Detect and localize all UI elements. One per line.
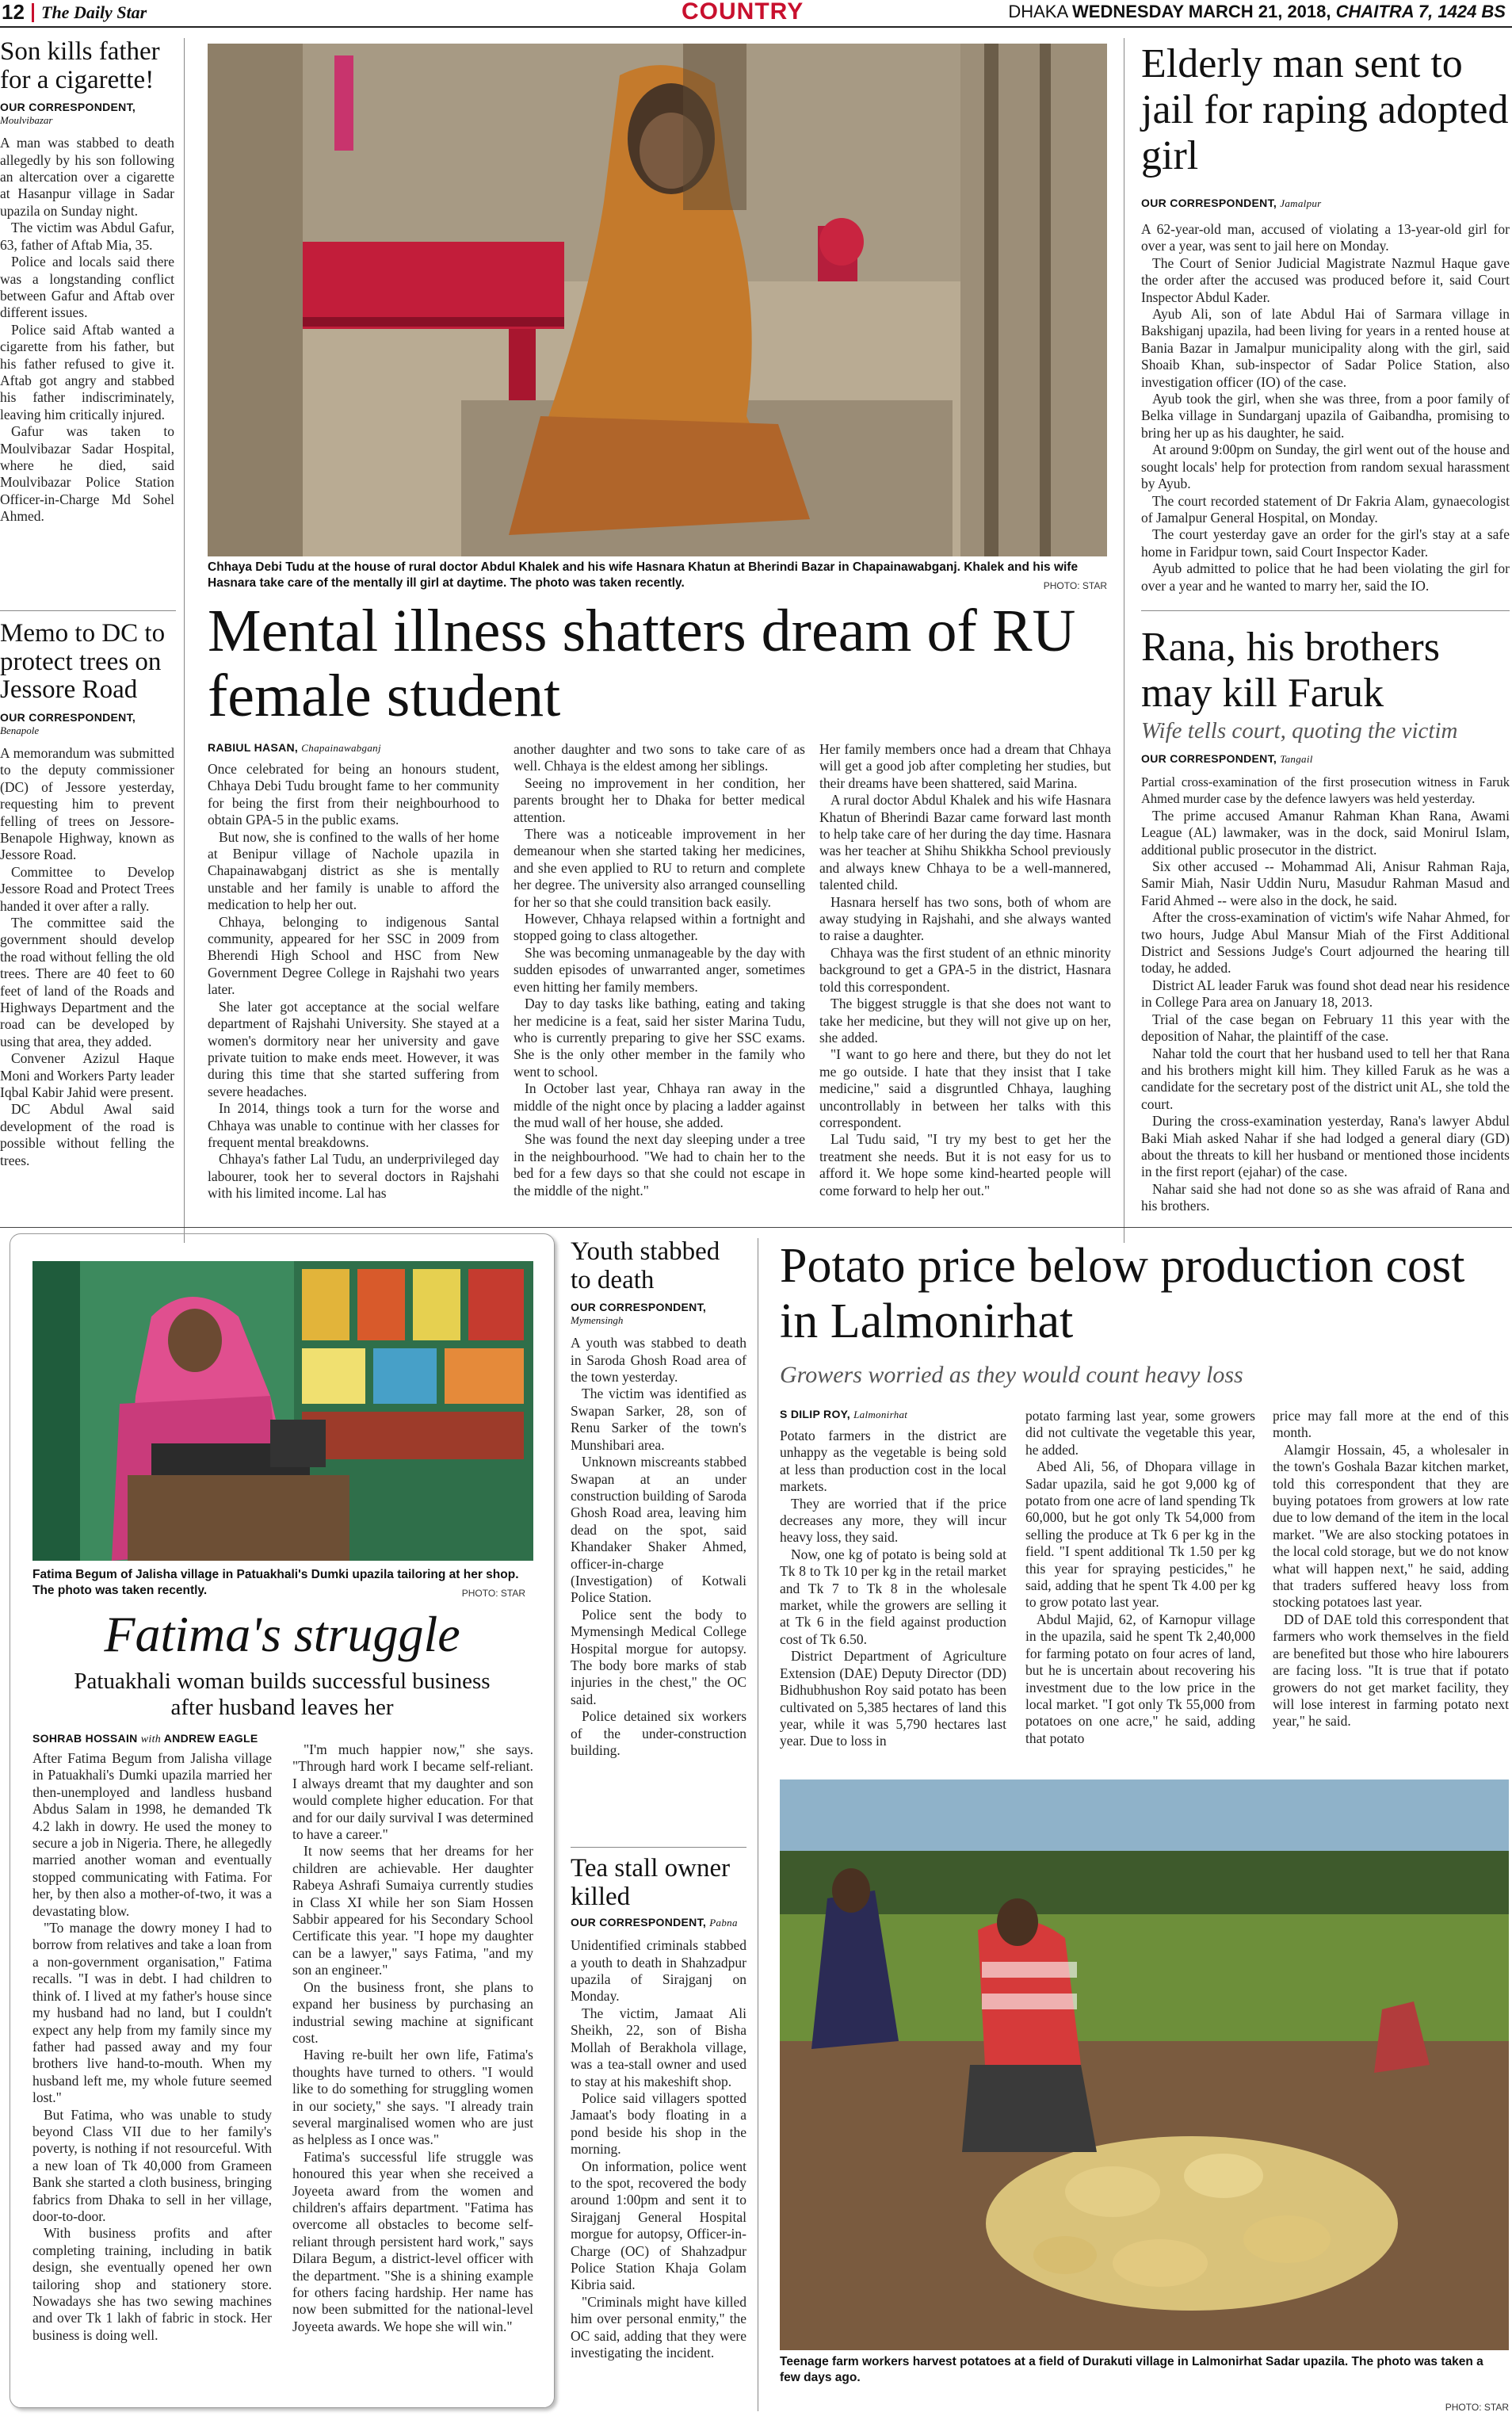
byline-name: SOHRAB HOSSAIN [32, 1732, 138, 1745]
byline-name: OUR CORRESPONDENT, [571, 1916, 707, 1929]
byline-location: Pabna [709, 1917, 738, 1929]
paragraph: A man was stabbed to death allegedly by his son following an altercation over a cigarette at Hasanpur village in Sadar upazila on Sunday night. [0, 135, 174, 219]
byline [780, 1408, 1006, 1421]
paragraph: A 62-year-old man, accused of violating a 13-year-old girl for over a year, was sent to jail here on Monday. [1141, 221, 1510, 254]
paragraph: Committee to Develop Jessore Road and Protect Trees handed it over after a rally. [0, 863, 174, 914]
paragraph: Trial of the case began on February 11 this year with the deposition of Nahar, the plaintiff of the case. [1141, 1011, 1510, 1045]
byline-name: S DILIP ROY, [780, 1408, 850, 1420]
dateline-city: DHAKA [1008, 2, 1067, 21]
article-potato-col3 [1273, 1408, 1509, 1730]
article-body [780, 1428, 1006, 1750]
paragraph: Unidentified criminals stabbed a youth to death in Shahzadpur upazila of Sirajganj on Monday. [571, 1937, 746, 2005]
article-potato-col2 [1025, 1408, 1255, 1747]
paragraph: Ayub Ali, son of late Abdul Hai of Sarmara village in Bakshiganj upazila, had been living for years in a rented house at Bania Bazar in Jamalpur municipality along with the girl, said Shoaib Khan, sub-inspector of Sadar Police Station, also investigation officer (IO) of the case. [1141, 306, 1510, 390]
paragraph: The victim was identified as Swapan Sarker, 28, son of Renu Sarker of the town's Munshibari area. [571, 1386, 746, 1453]
paragraph: Unknown miscreants stabbed Swapan at an under construction building of Saroda Ghosh Road area, leaving him dead on the spot, said Khandaker Shaker Ahmed, officer-in-charge (Investigation) of Kotwali Police Station. [571, 1454, 746, 1606]
article-body [0, 135, 174, 525]
paragraph: Once celebrated for being an honours student, Chhaya Debi Tudu brought fame to her community for being the first from their neighbourhood to obtain GPA-5 in the public exams. [208, 761, 499, 828]
byline [32, 1732, 258, 1746]
paragraph: Police detained six workers of the under-construction building. [571, 1708, 746, 1758]
paragraph: Police said Aftab wanted a cigarette from his father, but his father refused to give it. Aftab got angry and stabbed his father indiscriminately, leaving him critically injured. [0, 321, 174, 422]
page-number: 12 [2, 0, 25, 24]
byline: OUR CORRESPONDENT, [0, 710, 136, 724]
byline-with: with [140, 1734, 162, 1745]
section-title: COUNTRY [682, 0, 804, 25]
paragraph: But now, she is confined to the walls of her home at Benipur village of Nachole upazila in Chapainawabganj district as she is mentally unstable and her family is unable to afford the medication to help her out. [208, 828, 499, 913]
article-youth-stabbed [571, 1238, 746, 1759]
headline: Rana, his brothers may kill Faruk [1141, 625, 1440, 716]
byline: OUR CORRESPONDENT, [0, 101, 136, 114]
paragraph: On the business front, she plans to expand her business by purchasing an industrial sewing machine at significant cost. [292, 1978, 533, 2046]
paragraph: price may fall more at the end of this month. [1273, 1408, 1509, 1441]
paragraph: Chhaya, belonging to indigenous Santal community, appeared for her SSC in 2009 from Bherendi High School and HSC from New Government Degree College in Rajshahi two years later. [208, 913, 499, 998]
headline: Tea stall owner killed [571, 1854, 731, 1911]
paragraph: The victim was Abdul Gafur, 63, father of Aftab Mia, 35. [0, 220, 174, 253]
paragraph: In October last year, Chhaya ran away in the middle of the night once by placing a ladder against the mud wall of her house, she added. [514, 1080, 805, 1130]
article-mental-illness-col2 [514, 741, 805, 1199]
paragraph: She was becoming unmanageable by the day with sudden episodes of unwarranted anger, sometimes even hitting her family members. [514, 944, 805, 995]
byline-name: OUR CORRESPONDENT, [1141, 197, 1277, 209]
paragraph: DC Abdul Awal said development of the road is possible without felling the trees. [0, 1101, 174, 1168]
paragraph: There was a noticeable improvement in her demeanour when she started taking her medicines, and she even applied to RU to return and complete her degree. The university also arranged counselling for her so that she could transition back easily. [514, 826, 805, 910]
paragraph: The biggest struggle is that she does not want to take her medicine, but they will not give up on her, she added. [819, 996, 1111, 1046]
article-body-col1 [32, 1750, 272, 2344]
byline-name: OUR CORRESPONDENT, [1141, 752, 1277, 765]
paragraph: another daughter and two sons to take care of as well. Chhaya is the eldest among her siblings. [514, 741, 805, 774]
byline-name: RABIUL HASAN, [208, 741, 299, 754]
headline: Mental illness shatters dream of RU female student [208, 598, 1076, 729]
article-mental-illness-col3 [819, 741, 1111, 1199]
paragraph: The prime accused Amanur Rahman Khan Rana, Awami League (AL) lawmaker, was in the dock, said Monirul Islam, additional public prosecutor in the district. [1141, 807, 1510, 858]
paragraph: Chhaya was the first student of an ethnic minority background to get a GPA-5 in the district, Hasnara told this correspondent. [819, 944, 1111, 995]
paragraph: Her family members once had a dream that Chhaya will get a good job after completing her studies, but their dreams have been shattered, said Marina. [819, 741, 1111, 791]
paragraph: After Fatima Begum from Jalisha village in Patuakhali's Dumki upazila married her then-unemployed and landless husband Abdus Salam in 1998, he demanded Tk 4.2 lakh in dowry. He used the money to secure a job in Nigeria. There, he allegedly married another woman and eventually stopped communicating with Fatima. For her, by then also a mother-of-two, it was a devastating blow. [32, 1750, 272, 1919]
divider [0, 610, 176, 611]
paragraph: Police said villagers spotted Jamaat's body floating in a pond beside his shop in the morning. [571, 2089, 746, 2158]
paragraph: Potato farmers in the district are unhappy as the vegetable is being sold at less than production cost in the local markets. [780, 1428, 1006, 1495]
paragraph: "I want to go here and there, but they do not let me go outside. I hate that they insist that I take medicine," said a disgruntled Chhaya, laughing uncontrollably in between her talks with this correspondent. [819, 1046, 1111, 1130]
article-mental-illness-col1 [208, 741, 499, 1202]
paragraph: In 2014, things took a turn for the worse and Chhaya was unable to continue with her classes for frequent mental breakdowns. [208, 1100, 499, 1150]
paragraph: Police and locals said there was a longstanding conflict between Gafur and Aftab over different issues. [0, 254, 174, 321]
byline [1141, 197, 1510, 210]
byline: OUR CORRESPONDENT, [571, 1301, 707, 1314]
byline-location: Jamalpur [1280, 197, 1322, 209]
article-fatima [10, 1233, 555, 2408]
paragraph: She was found the next day sleeping under a tree in the neighbourhood. "We had to chain her to the bed for a few days so that she could not escape in the middle of the night." [514, 1131, 805, 1198]
dateline [1008, 2, 1506, 22]
headline: Memo to DC to protect trees on Jessore Road [0, 619, 166, 705]
article-body [208, 761, 499, 1202]
paragraph: It now seems that her dreams for her children are achievable. Her daughter Rabeya Ashrafi Sumaiya currently studies in Class XI while her son Siam Hossen Sabbir appeared for his Secondary School Certificate this year. "I hope my daughter can be a lawyer," says Fatima, "and my son an engineer." [292, 1843, 533, 1978]
masthead [0, 0, 1512, 27]
byline [208, 741, 499, 755]
article-body [1141, 221, 1510, 594]
paragraph: "To manage the dowry money I had to borrow from relatives and take a loan from a non-government organisation," Fatima recalls. "I was in debt. I had children to think of. I lived at my father's house since my husband had no land, but I couldn't expect any help from my family since my father had passed away and my four brothers live hand-to-mouth. When my husband left me, my whole future seemed lost." [32, 1920, 272, 2106]
photo-chhaya [208, 44, 1107, 556]
article-body [571, 1335, 746, 1759]
byline-location: Tangail [1280, 753, 1313, 765]
paragraph: Alamgir Hossain, 45, a wholesaler in the town's Goshala Bazar kitchen market, told this correspondent that they are buying potatoes from growers at low rate due to low demand of the item in the local market. "We are also stocking potatoes in the local cold storage, but we do not know what will happen next," he said, adding that traders suffered heavy loss from stocking potatoes last year. [1273, 1441, 1509, 1611]
subhead: Patuakhali woman builds successful business after husband leaves her [74, 1669, 491, 1720]
masthead-divider [32, 3, 34, 22]
paragraph: With business profits and after completing training, including in batik design, she eventually opened her own tailoring shop and stationery store. Nowadays she has two sewing machines and over Tk 1 lakh of fabric in stock. Her business is doing well. [32, 2225, 272, 2343]
paragraph: Chhaya's father Lal Tudu, an underprivileged day labourer, took her to several doctors in Rajshahi with his limited income. Lal has [208, 1151, 499, 1202]
headline: Elderly man sent to jail for raping adopted girl [1141, 41, 1509, 178]
paragraph: A memorandum was submitted to the deputy commissioner (DC) of Jessore yesterday, requesting him to prevent felling of trees on Jessore-Benapole Highway, known as Jessore Road. [0, 744, 174, 863]
paragraph: Gafur was taken to Moulvibazar Sadar Hospital, where he died, said Moulvibazar Police Station Officer-in-Charge Md Sohel Ahmed. [0, 423, 174, 525]
dateline-date: WEDNESDAY MARCH 21, 2018, [1072, 2, 1331, 21]
paragraph: Ayub admitted to police that he had been violating the girl for over a year and he wanted to marry her, said the IO. [1141, 560, 1510, 594]
paragraph: The Court of Senior Judicial Magistrate Nazmul Haque gave the order after the accused was produced before it, said Court Inspector Abdul Kader. [1141, 254, 1510, 305]
paragraph: On information, police went to the spot, recovered the body around 1:00pm and sent it to Sirajganj General Hospital morgue for autopsy, Officer-in-Charge (OC) of Shahzadpur Police Station Khaja Golam Kibria said. [571, 2158, 746, 2293]
paragraph: Convener Azizul Haque Moni and Workers Party leader Iqbal Kabir Jahid were present. [0, 1050, 174, 1100]
paragraph: During the cross-examination yesterday, Rana's lawyer Abdul Baki Miah asked Nahar if she had lodged a general diary (GD) about the threats to kill her husband or mentioned those incidents in the first report (ejahar) of the case. [1141, 1113, 1510, 1180]
paragraph: A youth was stabbed to death in Saroda Ghosh Road area of the town yesterday. [571, 1335, 746, 1386]
section-divider [0, 1227, 1512, 1228]
masthead-rule [0, 26, 1512, 28]
paragraph: At around 9:00pm on Sunday, the girl went out of the house and sought locals' help for protection from random sexual harassment by Ayub. [1141, 442, 1510, 492]
kicker: Wife tells court, quoting the victim [1141, 718, 1458, 744]
headline: Potato price below production cost in Lalmonirhat [780, 1239, 1465, 1348]
byline [571, 1916, 746, 1929]
byline-location: Chapainawabganj [301, 742, 381, 754]
article-body [1141, 774, 1510, 1215]
article-elderly-man [1141, 41, 1510, 594]
paragraph: Abdul Majid, 62, of Karnopur village in the upazila, said he spent Tk 2,40,000 for farming potato on four acres of land, but he is uncertain about recovering his investment due to the low price in the local market. "I got only Tk 55,000 from potatoes on one acre," he said, adding that potato [1025, 1611, 1255, 1746]
byline-location: Benapole [0, 724, 40, 736]
paragraph: The court recorded statement of Dr Fakria Alam, gynaecologist of Jamalpur General Hospital, on Monday. [1141, 492, 1510, 526]
paragraph: Abed Ali, 56, of Dhopara village in Sadar upazila, said he got 9,000 kg of potato from one acre of land spending Tk 60,000, but he got only Tk 54,000 from selling the produce at Tk 6 per kg in the field. "I spent additional Tk 1.50 per kg this year for spraying pesticides," he said, adding that he spent Tk 4.00 per kg to grow potato last year. [1025, 1458, 1255, 1611]
paragraph: District Department of Agriculture Extension (DAE) Deputy Director (DD) Bidhubhushon Roy said potato has been cultivated on 5,385 hectares of land this year, while it was 5,790 hectares last year. Due to loss in [780, 1648, 1006, 1749]
photo-caption: Fatima Begum of Jalisha village in Patuakhali's Dumki upazila tailoring at her shop. The photo was taken recently. [32, 1568, 519, 1597]
paragraph: However, Chhaya relapsed within a fortnight and stopped going to class altogether. [514, 911, 805, 944]
photo-credit: PHOTO: STAR [1445, 2402, 1509, 2413]
paragraph: "I'm much happier now," she says. "Through hard work I became self-reliant. I always dreamt that my daughter and son would complete higher education. For that and for our daily survival I was determined to have a career." [292, 1741, 533, 1843]
article-body-col2 [292, 1741, 533, 2335]
headline: Son kills father for a cigarette! [0, 37, 160, 94]
divider [1141, 610, 1510, 611]
byline-location: Moulvibazar [0, 114, 53, 127]
byline-name-2: ANDREW EAGLE [163, 1732, 258, 1745]
paragraph: Ayub took the girl, when she was three, from a poor family of Belka village in Sundarganj upazila of Gaibandha, promising to bring her up as his daughter, he said. [1141, 391, 1510, 441]
column-rule [184, 38, 185, 1243]
paragraph: After the cross-examination of victim's wife Nahar Ahmed, for two hours, Judge Abul Mansur Miah of the First Additional District and Sessions Judge's Court adjourned the hearing till today, he added. [1141, 909, 1510, 977]
byline-location: Mymensingh [571, 1314, 624, 1327]
paragraph: The court yesterday gave an order for the girl's stay at a safe home in Faridpur town, said Court Inspector Kader. [1141, 526, 1510, 560]
paragraph: She later got acceptance at the social welfare department of Rajshahi University. She stayed at a women's dormitory near her university and gave private tuition to make ends meet. However, it was during this time that she started suffering from severe headaches. [208, 998, 499, 1099]
photo-potato-harvest [780, 1780, 1509, 2350]
paragraph: The victim, Jamaat Ali Sheikh, 22, son of Bisha Mollah of Berakhola village, was a tea-stall owner and used to stay at his makeshift shop. [571, 2005, 746, 2089]
paragraph: Lal Tudu said, "I try my best to get her the treatment she needs. But it is not easy for us to afford it. We hope some kind-hearted people will come forward to help her out." [819, 1131, 1111, 1198]
byline [1141, 752, 1510, 766]
photo-credit: PHOTO: STAR [461, 1588, 525, 1599]
paragraph: Seeing no improvement in her condition, her parents brought her to Dhaka for better medical attention. [514, 774, 805, 825]
paragraph: But Fatima, who was unable to study beyond Class VII due to her family's poverty, is nothing if not resourceful. With a new loan of Tk 40,000 from Grameen Bank she started a cloth business, bringing fabrics from Dhaka to sell in her village, door-to-door. [32, 2106, 272, 2224]
photo-credit: PHOTO: STAR [1043, 580, 1107, 591]
paragraph: Fatima's successful life struggle was honoured this year when she received a Joyeeta award from the women and children's affairs department. "Fatima has overcome all obstacles to become self-reliant through persistent hard work," says Dilara Begum, a district-level officer with the department. "She is a shining example for others facing hardship. Her name has now been submitted for the national-level Joyeeta awards. We hope she will win." [292, 2148, 533, 2334]
paragraph: Day to day tasks like bathing, eating and taking her medicine is a feat, said her sister Marina Tudu, who is currently preparing to give her SSC exams. She is the only other member in the family who went to school. [514, 996, 805, 1080]
kicker: Growers worried as they would count heavy loss [780, 1362, 1243, 1388]
photo-fatima [32, 1261, 533, 1561]
dateline-bengali-date: CHAITRA 7, 1424 BS [1335, 2, 1506, 21]
paragraph: They are worried that if the price decreases any more, they will incur heavy loss, they said. [780, 1495, 1006, 1546]
paragraph: Police sent the body to Mymensingh Medical College Hospital morgue for autopsy. The body bore marks of stab injuries in the chest," the OC said. [571, 1606, 746, 1707]
paragraph: A rural doctor Abdul Khalek and his wife Hasnara Khatun of Bherindi Bazar came forward last month to help take care of her during the day time. Hasnara was her teacher at Shihu Shikkha School previously and always knew Chhaya to be a well-mannered, talented child. [819, 792, 1111, 893]
paper-name: The Daily Star [41, 2, 147, 22]
headline: Youth stabbed to death [571, 1237, 720, 1294]
paragraph: Hasnara herself has two sons, both of whom are away studying in Rajshahi, and she always wanted to raise a daughter. [819, 893, 1111, 944]
paragraph: Partial cross-examination of the first prosecution witness in Faruk Ahmed murder case by the defence lawyers was held yesterday. [1141, 774, 1510, 807]
divider [571, 1847, 746, 1848]
article-memo-dc [0, 620, 174, 1169]
photo-caption: Chhaya Debi Tudu at the house of rural doctor Abdul Khalek and his wife Hasnara Khatun at Bherindi Bazar in Chapainawabganj. Khalek and his wife Hasnara take care of the mentally ill girl at daytime. The photo was taken recently. [208, 560, 1079, 590]
paragraph: potato farming last year, some growers did not cultivate the vegetable this year, he added. [1025, 1408, 1255, 1458]
paragraph: District AL leader Faruk was found shot dead near his residence in College Para area on January 18, 2013. [1141, 977, 1510, 1011]
paragraph: DD of DAE told this correspondent that farmers who work themselves in the field are benefited but those who hire labourers are facing loss. "It is true that if potato growers do not get market facility, they will lose interest in farming potato next year," he said. [1273, 1611, 1509, 1730]
article-rana [1141, 625, 1510, 1215]
paragraph: "Criminals might have killed him over personal enmity," the OC said, adding that they were investigating the incident. [571, 2293, 746, 2361]
article-potato-col1 [780, 1408, 1006, 1750]
paragraph: The committee said the government should develop the road without felling the old trees. There are 40 feet to 60 feet of land of the Roads and Highways Department and the road can be developed by using that area, they added. [0, 914, 174, 1049]
article-body [571, 1937, 746, 2361]
paragraph: Having re-built her own life, Fatima's thoughts have turned to others. "I would like to do something for struggling women in our society," she says. "I already train several marginalised women who are just as helpless as I once was." [292, 2047, 533, 2148]
article-tea-stall [571, 1855, 746, 2361]
paragraph: Six other accused -- Mohammad Ali, Anisur Rahman Raja, Samir Miah, Nasir Uddin Nuru, Masudur Rahman Masud and Farid Ahmed -- were also in the dock, he said. [1141, 858, 1510, 908]
paragraph: Nahar told the court that her husband used to tell her that Rana and his brothers might kill him. They killed Faruk as he was a candidate for the secretary post of the district unit AL, she told the court. [1141, 1045, 1510, 1112]
photo-caption: Teenage farm workers harvest potatoes at a field of Durakuti village in Lalmonirhat Sadar upazila. The photo was taken a few days ago. [780, 2355, 1483, 2384]
paragraph: Nahar said she had not done so as she was afraid of Rana and his brothers. [1141, 1180, 1510, 1214]
byline-location: Lalmonirhat [853, 1409, 908, 1420]
headline: Fatima's struggle [104, 1606, 460, 1662]
article-body [0, 745, 174, 1169]
paragraph: Now, one kg of potato is being sold at Tk 8 to Tk 10 per kg in the retail market and Tk 7 to Tk 8 in the wholesale market, while the growers are selling it at Tk 6 in the field against production cost of Tk 6.50. [780, 1546, 1006, 1647]
article-son-kills [0, 38, 174, 526]
